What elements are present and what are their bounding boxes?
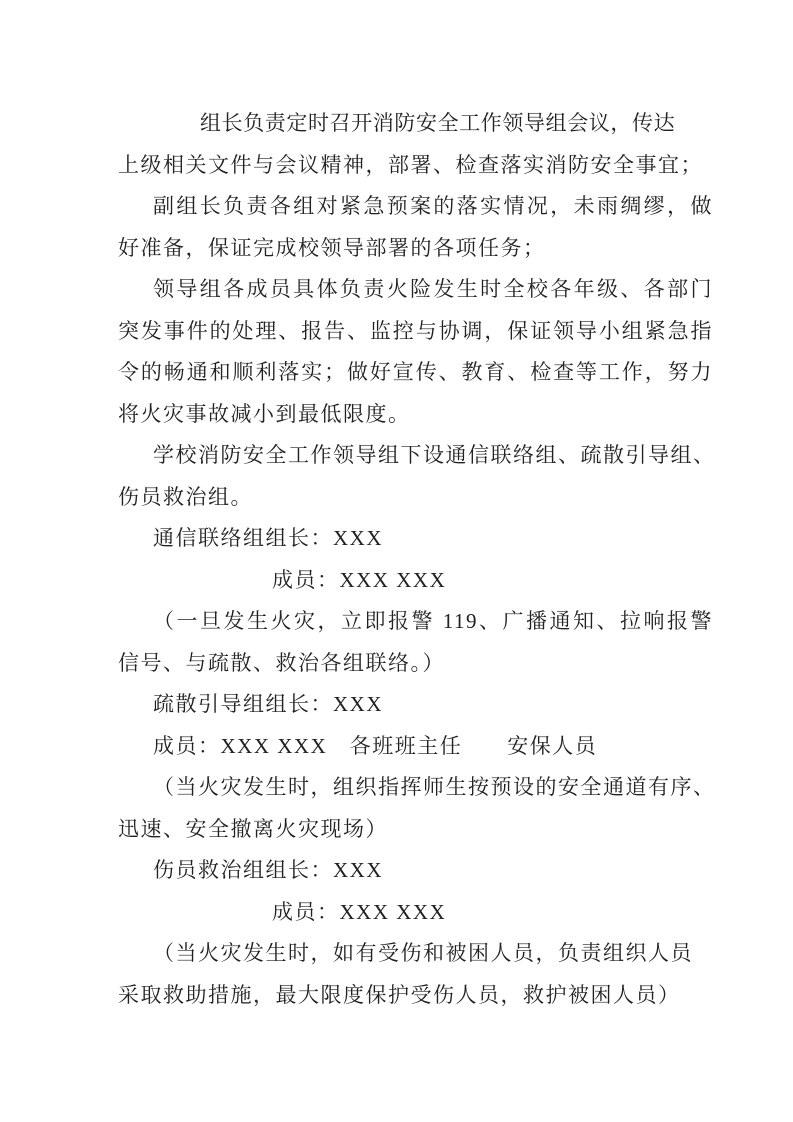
doc-line-group-leader: 疏散引导组组长：XXX bbox=[153, 692, 383, 716]
doc-line: （当火灾发生时，如有受伤和被困人员，负责组织人员 bbox=[153, 941, 693, 965]
doc-line-group-members: 成员：XXX XXX bbox=[272, 899, 447, 924]
document-body bbox=[118, 103, 716, 1016]
doc-line-group-members: 成员：XXX XXX bbox=[272, 567, 447, 592]
doc-line: 采取救助措施，最大限度保护受伤人员，救护被困人员） bbox=[118, 982, 681, 1007]
doc-line: 上级相关文件与会议精神，部署、检查落实消防安全事宜； bbox=[118, 152, 703, 177]
doc-line: 好准备，保证完成校领导部署的各项任务； bbox=[118, 235, 546, 260]
doc-line-group-leader: 通信联络组组长：XXX bbox=[153, 526, 383, 550]
doc-line: （一旦发生火灾，立即报警 119、广播通知、拉响报警 bbox=[153, 609, 713, 633]
doc-line: 伤员救治组。 bbox=[118, 484, 253, 509]
doc-line: 学校消防安全工作领导组下设通信联络组、疏散引导组、 bbox=[153, 443, 716, 467]
doc-line: （当火灾发生时，组织指挥师生按预设的安全通道有序、 bbox=[153, 775, 716, 799]
doc-line: 信号、与疏散、救治各组联络。） bbox=[118, 650, 445, 675]
doc-line-group-members: 成员：XXX XXX 各班班主任 安保人员 bbox=[153, 733, 598, 758]
doc-line: 将火灾事故减小到最低限度。 bbox=[118, 401, 411, 426]
doc-line-group-leader: 伤员救治组组长：XXX bbox=[153, 858, 383, 882]
doc-line: 领导组各成员具体负责火险发生时全校各年级、各部门 bbox=[153, 277, 713, 301]
doc-line: 迅速、安全撤离火灾现场） bbox=[118, 816, 388, 841]
doc-line: 副组长负责各组对紧急预案的落实情况，未雨绸缪，做 bbox=[153, 194, 713, 218]
doc-line: 组长负责定时召开消防安全工作领导组会议，传达 bbox=[200, 111, 676, 135]
doc-line: 令的畅通和顺利落实；做好宣传、教育、检查等工作，努力 bbox=[118, 360, 713, 384]
doc-line: 突发事件的处理、报告、监控与协调，保证领导小组紧急指 bbox=[118, 318, 713, 343]
